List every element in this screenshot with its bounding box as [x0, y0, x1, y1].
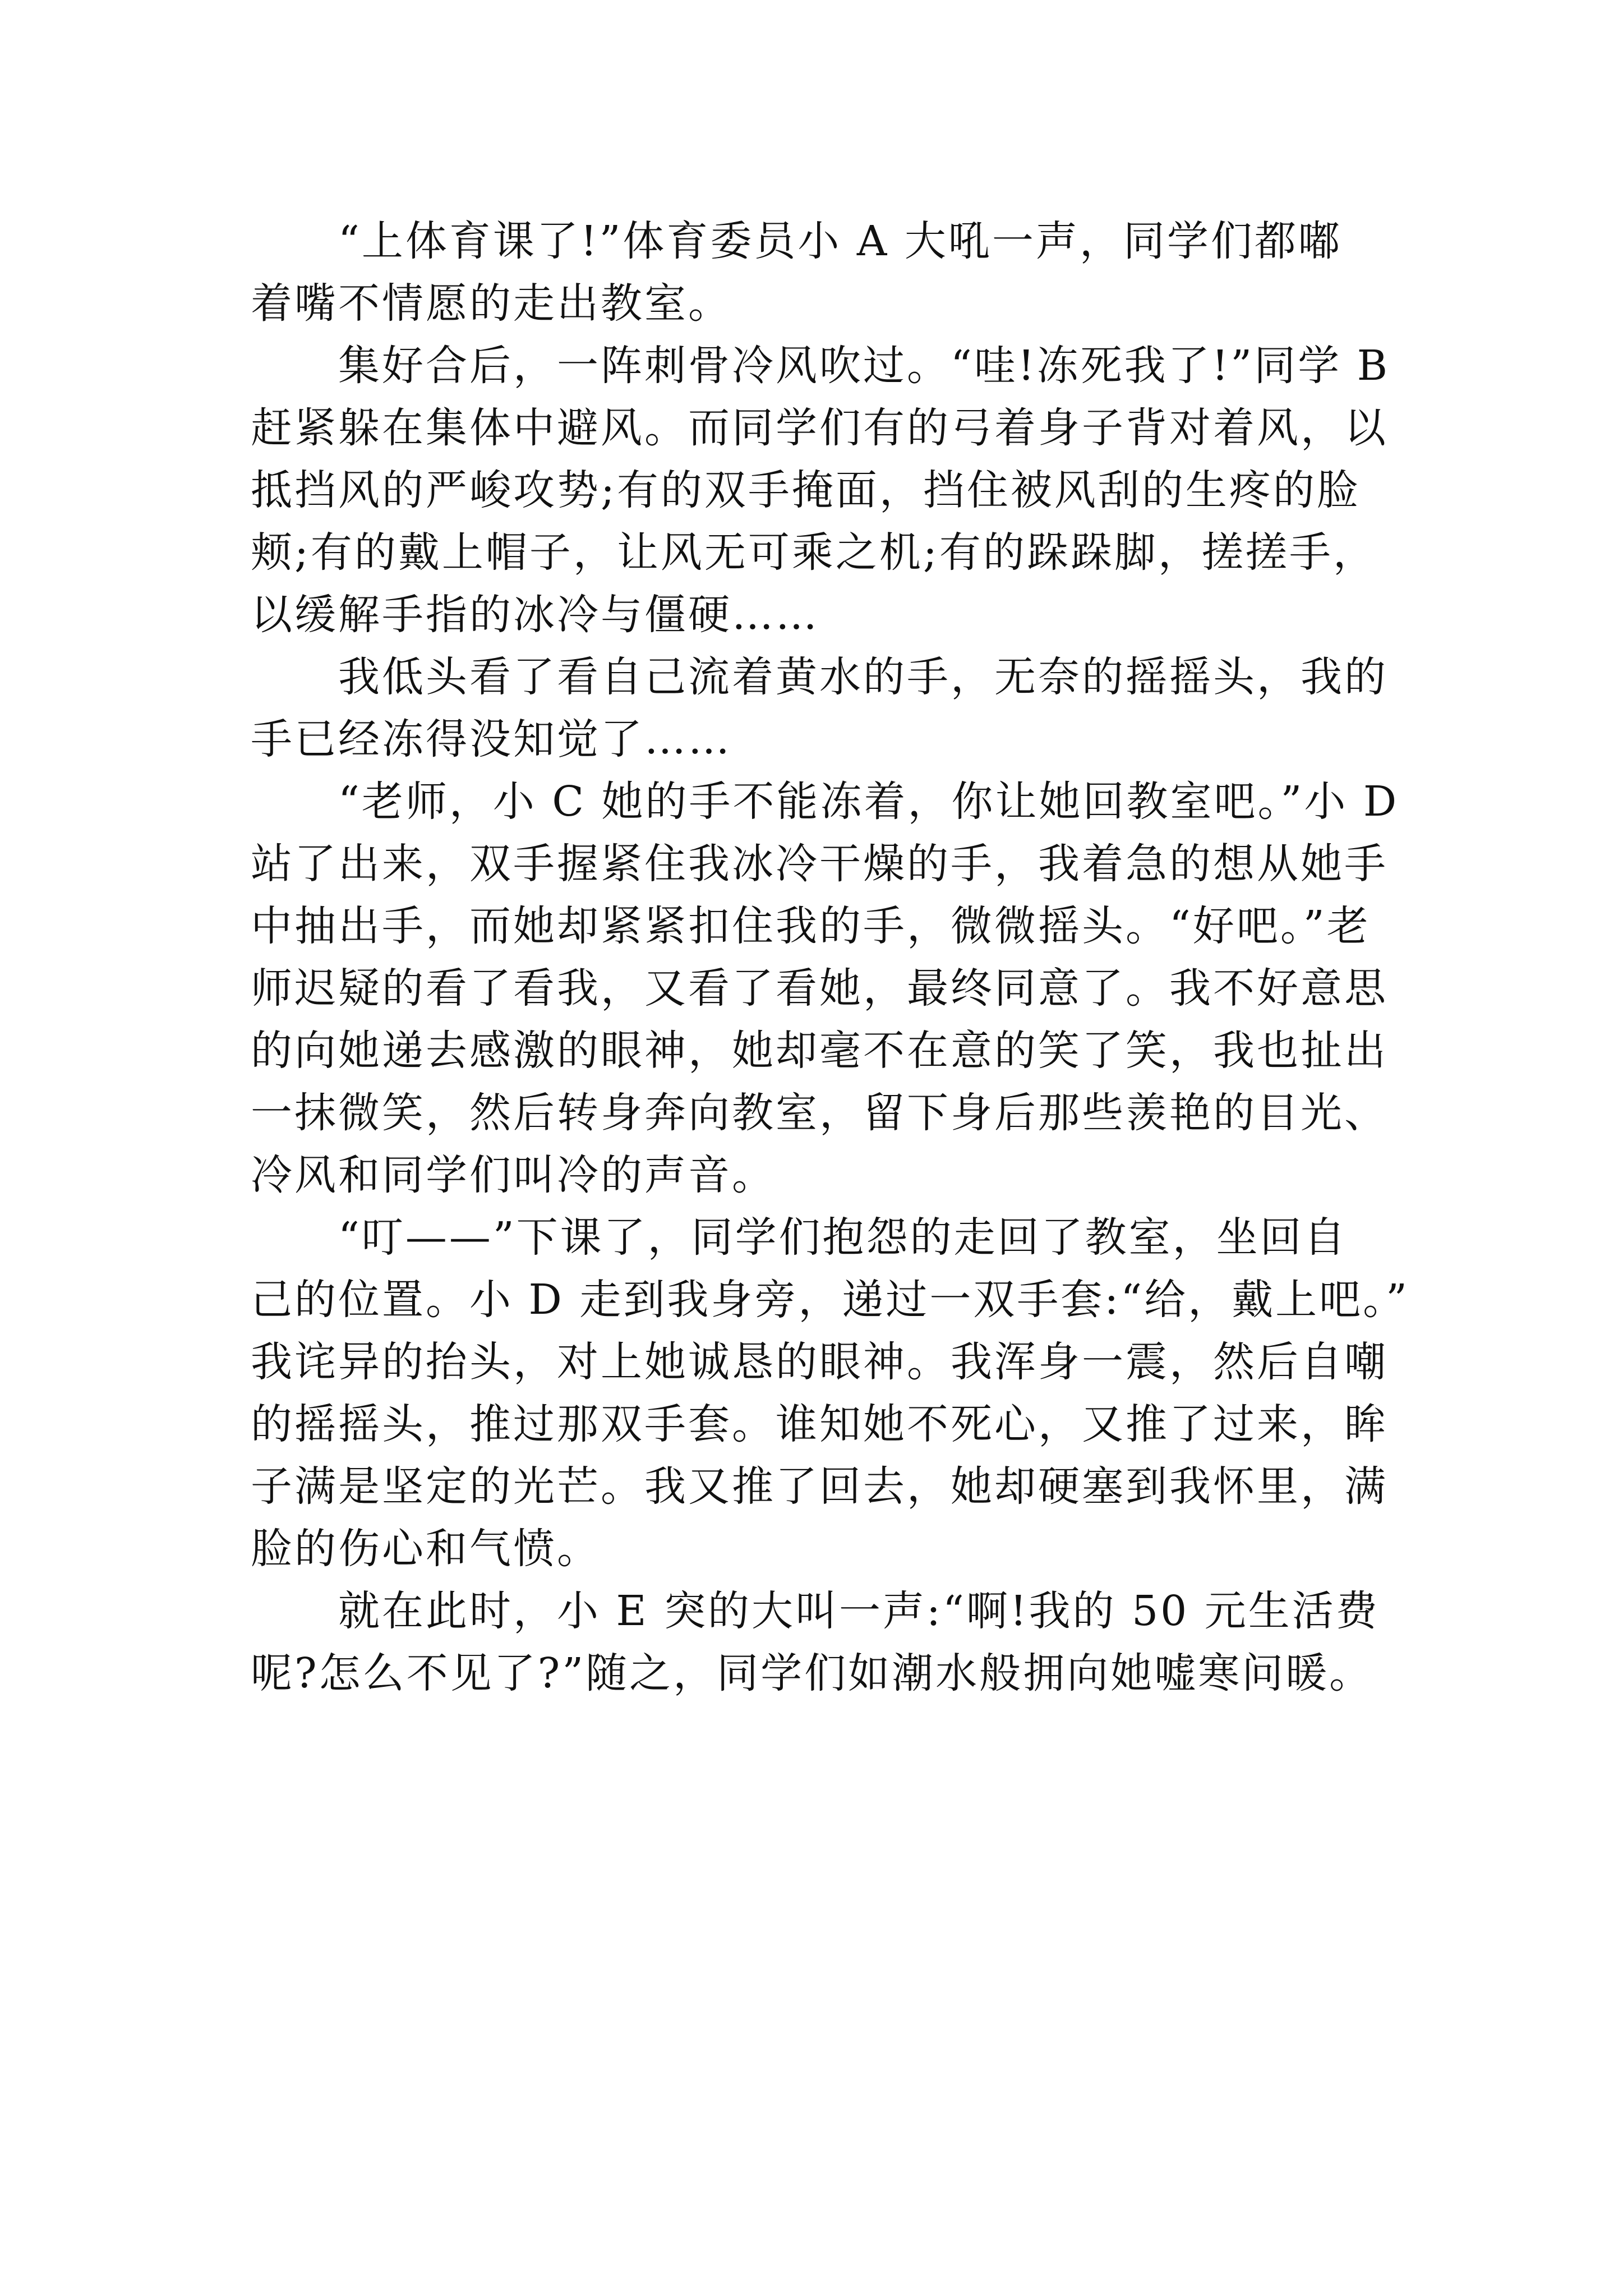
text-line: 集好合后，一阵刺骨冷风吹过。“哇!冻死我了!”同学 B	[251, 342, 1390, 390]
text-line: “上体育课了!”体育委员小 A 大吼一声，同学们都嘟	[251, 217, 1342, 265]
text-line: 己的位置。小 D 走到我身旁，递过一双手套:“给，戴上吧。”	[251, 1276, 1409, 1324]
text-line: 赶紧躲在集体中避风。而同学们有的弓着身子背对着风，以	[251, 404, 1388, 452]
text-line: 一抹微笑，然后转身奔向教室，留下身后那些羡艳的目光、	[251, 1089, 1388, 1137]
text-line: 的摇摇头，推过那双手套。谁知她不死心，又推了过来，眸	[251, 1400, 1388, 1448]
text-line: 呢?怎么不见了?”随之，同学们如潮水般拥向她嘘寒问暖。	[251, 1649, 1373, 1697]
text-line: 我低头看了看自己流着黄水的手，无奈的摇摇头，我的	[251, 653, 1388, 701]
article-body	[251, 210, 1409, 1705]
text-line: 中抽出手，而她却紧紧扣住我的手，微微摇头。“好吧。”老	[251, 902, 1371, 950]
text-line: 脸的伤心和气愤。	[251, 1525, 601, 1573]
text-line: “叮——”下课了，同学们抱怨的走回了教室，坐回自	[251, 1213, 1348, 1262]
text-line: 站了出来，双手握紧住我冰冷干燥的手，我着急的想从她手	[251, 840, 1388, 888]
text-line: 手已经冻得没知觉了……	[251, 715, 732, 763]
text-line: 抵挡风的严峻攻势;有的双手掩面，挡住被风刮的生疼的脸	[251, 466, 1361, 514]
text-line: 子满是坚定的光芒。我又推了回去，她却硬塞到我怀里，满	[251, 1462, 1388, 1511]
text-line: 颊;有的戴上帽子，让风无可乘之机;有的跺跺脚，搓搓手，	[251, 528, 1377, 577]
text-line: 以缓解手指的冰冷与僵硬……	[251, 591, 819, 639]
text-line: 的向她递去感激的眼神，她却毫不在意的笑了笑，我也扯出	[251, 1027, 1388, 1075]
text-line: 师迟疑的看了看我，又看了看她，最终同意了。我不好意思	[251, 964, 1388, 1013]
text-line: “老师，小 C 她的手不能冻着，你让她回教室吧。”小 D	[251, 777, 1399, 826]
text-line: 就在此时，小 E 突的大叫一声:“啊!我的 50 元生活费	[251, 1587, 1380, 1635]
text-line: 冷风和同学们叫冷的声音。	[251, 1151, 776, 1199]
text-line: 我诧异的抬头，对上她诚恳的眼神。我浑身一震，然后自嘲	[251, 1338, 1388, 1386]
text-line: 着嘴不情愿的走出教室。	[251, 279, 732, 328]
